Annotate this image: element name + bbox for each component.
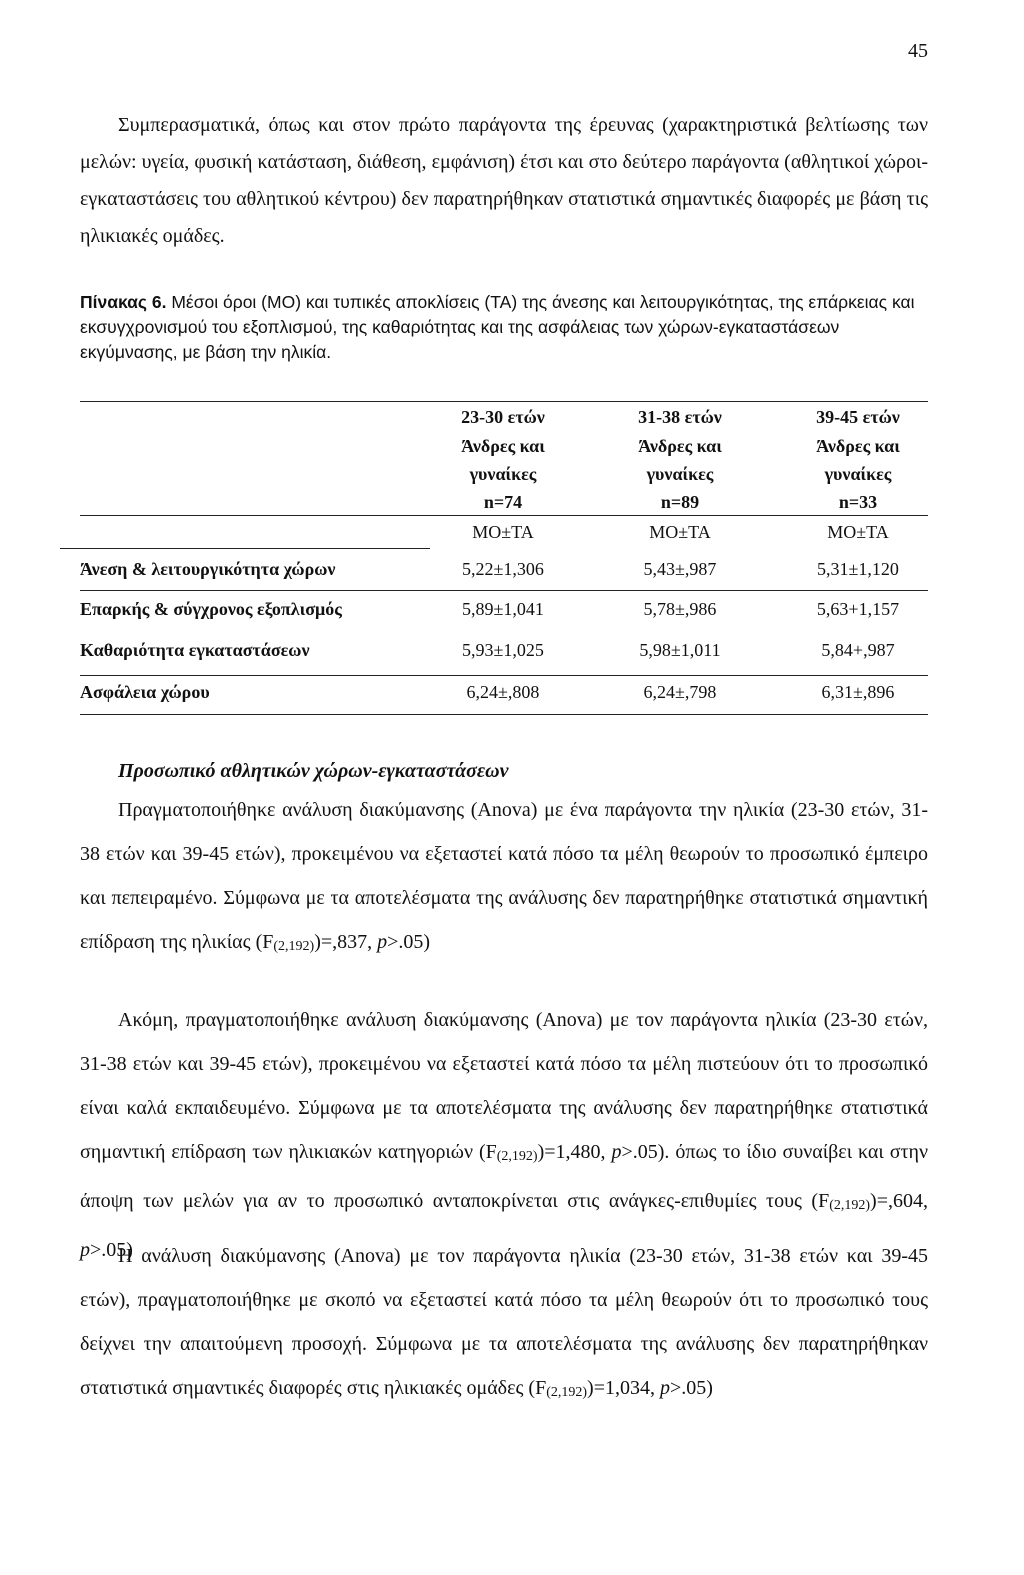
row-value-safety-31-38: 6,24±,798 [643,682,717,702]
row-value-safety-23-30: 6,24±,808 [466,682,540,702]
column-stat-31-38: ΜΟ±ΤΑ [649,522,711,542]
table-caption-label: Πίνακας 6. [80,292,167,312]
table-header-rule [80,515,928,516]
stat-f-needs: $(F_{(2,192)})=,604$, p>.05) [80,1190,928,1261]
row-value-equipment-39-45: 5,63+1,157 [816,599,900,619]
row-value-comfort-23-30: 5,22±1,306 [462,559,544,579]
stat-f-experience: $(F_{(2,192)})=,837$, p>.05) [255,931,431,954]
row-value-equipment-23-30: 5,89±1,041 [462,599,544,619]
row-value-comfort-39-45: 5,31±1,120 [817,559,899,579]
intro-paragraph: Συμπερασματικά, όπως και στον πρώτο παράγοντα της έρευνας (χαρακτηριστικά βελτίωσης των μελών: υγεία, φυσική κατάσταση, διάθεση, εμφάνιση) έτσι και στο δεύτερο παράγοντα (αθλητικοί χώροι-εγκαταστάσεις του αθλητικού κέντρου) δεν παρατηρήθηκαν στατιστικά σημαντικές διαφορές με βάση τις ηλικιακές ομάδες. [80,114,928,247]
stat-f-attention: $(F_{(2,192)})=1,034$, p>.05) [528,1377,713,1400]
column-stat-23-30: ΜΟ±ΤΑ [472,522,534,542]
column-group2-39-45: γυναίκες [824,464,892,484]
table-stat-rule [60,548,430,549]
column-group1-23-30: Άνδρες και [461,436,545,456]
column-n-31-38: n=89 [660,492,700,512]
stat-f-training: $(F_{(2,192)})=1,480$, p>.05) [478,1141,665,1164]
table-bottom-rule [80,714,928,715]
row-label-cleanliness: Καθαριότητα εγκαταστάσεων [80,640,310,660]
row-value-cleanliness-23-30: 5,93±1,025 [462,640,544,660]
row-label-safety: Ασφάλεια χώρου [80,682,210,702]
column-n-23-30: n=74 [483,492,523,512]
table-top-rule [80,401,928,402]
paragraph-experience: Πραγματοποιήθηκε ανάλυση διακύμανσης (Anova) με ένα παράγοντα την ηλικία (23-30 ετών, 31-38 ετών και 39-45 ετών), προκειμένου να εξεταστεί κατά πόσο τα μέλη θεωρούν το προσωπικό έμπειρο και πεπειραμένο. Σύμφωνα με τα αποτελέσματα της ανάλυσης δεν παρατηρήθηκε στατιστικά σημαντική επίδραση της ηλικίας $(F_{(2,192)})=,837$, p>.05) [80,799,928,954]
row-value-equipment-31-38: 5,78±,986 [643,599,717,619]
table-row-rule-1 [80,590,928,591]
row-value-comfort-31-38: 5,43±,987 [643,559,717,579]
column-group2-23-30: γυναίκες [469,464,537,484]
column-age-31-38: 31-38 ετών [638,407,722,427]
row-label-equipment: Επαρκής & σύγχρονος εξοπλισμός [80,599,342,619]
paragraph-attention: Η ανάλυση διακύμανσης (Anova) με τον παράγοντα ηλικία (23-30 ετών, 31-38 ετών και 39-45 ετών), πραγματοποιήθηκε με σκοπό να εξεταστεί κατά πόσο τα μέλη θεωρούν ότι το προσωπικό τους δείχνει την απαιτούμενη προσοχή. Σύμφωνα με τα αποτελέσματα της ανάλυσης δεν παρατηρήθηκαν στατιστικά σημαντικές διαφορές στις ηλικιακές ομάδες $(F_{(2,192)})=1,034$, p>.05) [80,1245,928,1400]
section-title: Προσωπικό αθλητικών χώρων-εγκαταστάσεων [118,760,509,782]
table-caption [80,290,928,365]
table-caption-text: Μέσοι όροι (ΜΟ) και τυπικές αποκλίσεις (ΤΑ) της άνεσης και λειτουργικότητας, της επάρκειας και εκσυγχρονισμού του εξοπλισμού, της καθαριότητας και της ασφάλειας των χώρων-εγκαταστάσεων εκγύμνασης, με βάση την ηλικία. [80,292,915,362]
row-value-safety-39-45: 6,31±,896 [821,682,895,702]
paragraph-training: Ακόμη, πραγματοποιήθηκε ανάλυση διακύμανσης (Anova) με τον παράγοντα ηλικία (23-30 ετών, 31-38 ετών και 39-45 ετών), προκειμένου να εξεταστεί κατά πόσο τα μέλη πιστεύουν ότι το προσωπικό είναι καλά εκπαιδευμένο. Σύμφωνα με τα αποτελέσματα της ανάλυσης δεν παρατηρήθηκε στατιστικά σημαντική επίδραση των ηλικιακών κατηγοριών $(F_{(2,192)})=1,480$, p>.05). όπως το ίδιο συναίβει και στην άποψη των μελών για αν το προσωπικό ανταποκρίνεται στις ανάγκες-επιθυμίες τους $(F_{(2,192)})=,604$, p>.05) [80,1009,929,1261]
column-group1-31-38: Άνδρες και [638,436,722,456]
row-value-cleanliness-39-45: 5,84+,987 [821,640,895,660]
column-age-23-30: 23-30 ετών [461,407,545,427]
column-group2-31-38: γυναίκες [646,464,714,484]
row-label-comfort: Άνεση & λειτουργικότητα χώρων [80,559,336,579]
column-stat-39-45: ΜΟ±ΤΑ [827,522,889,542]
column-group1-39-45: Άνδρες και [816,436,900,456]
column-age-39-45: 39-45 ετών [816,407,900,427]
column-n-39-45: n=33 [838,492,878,512]
row-value-cleanliness-31-38: 5,98±1,011 [639,640,721,660]
page-number: 45 [908,40,928,62]
table-row-rule-3 [80,675,928,676]
